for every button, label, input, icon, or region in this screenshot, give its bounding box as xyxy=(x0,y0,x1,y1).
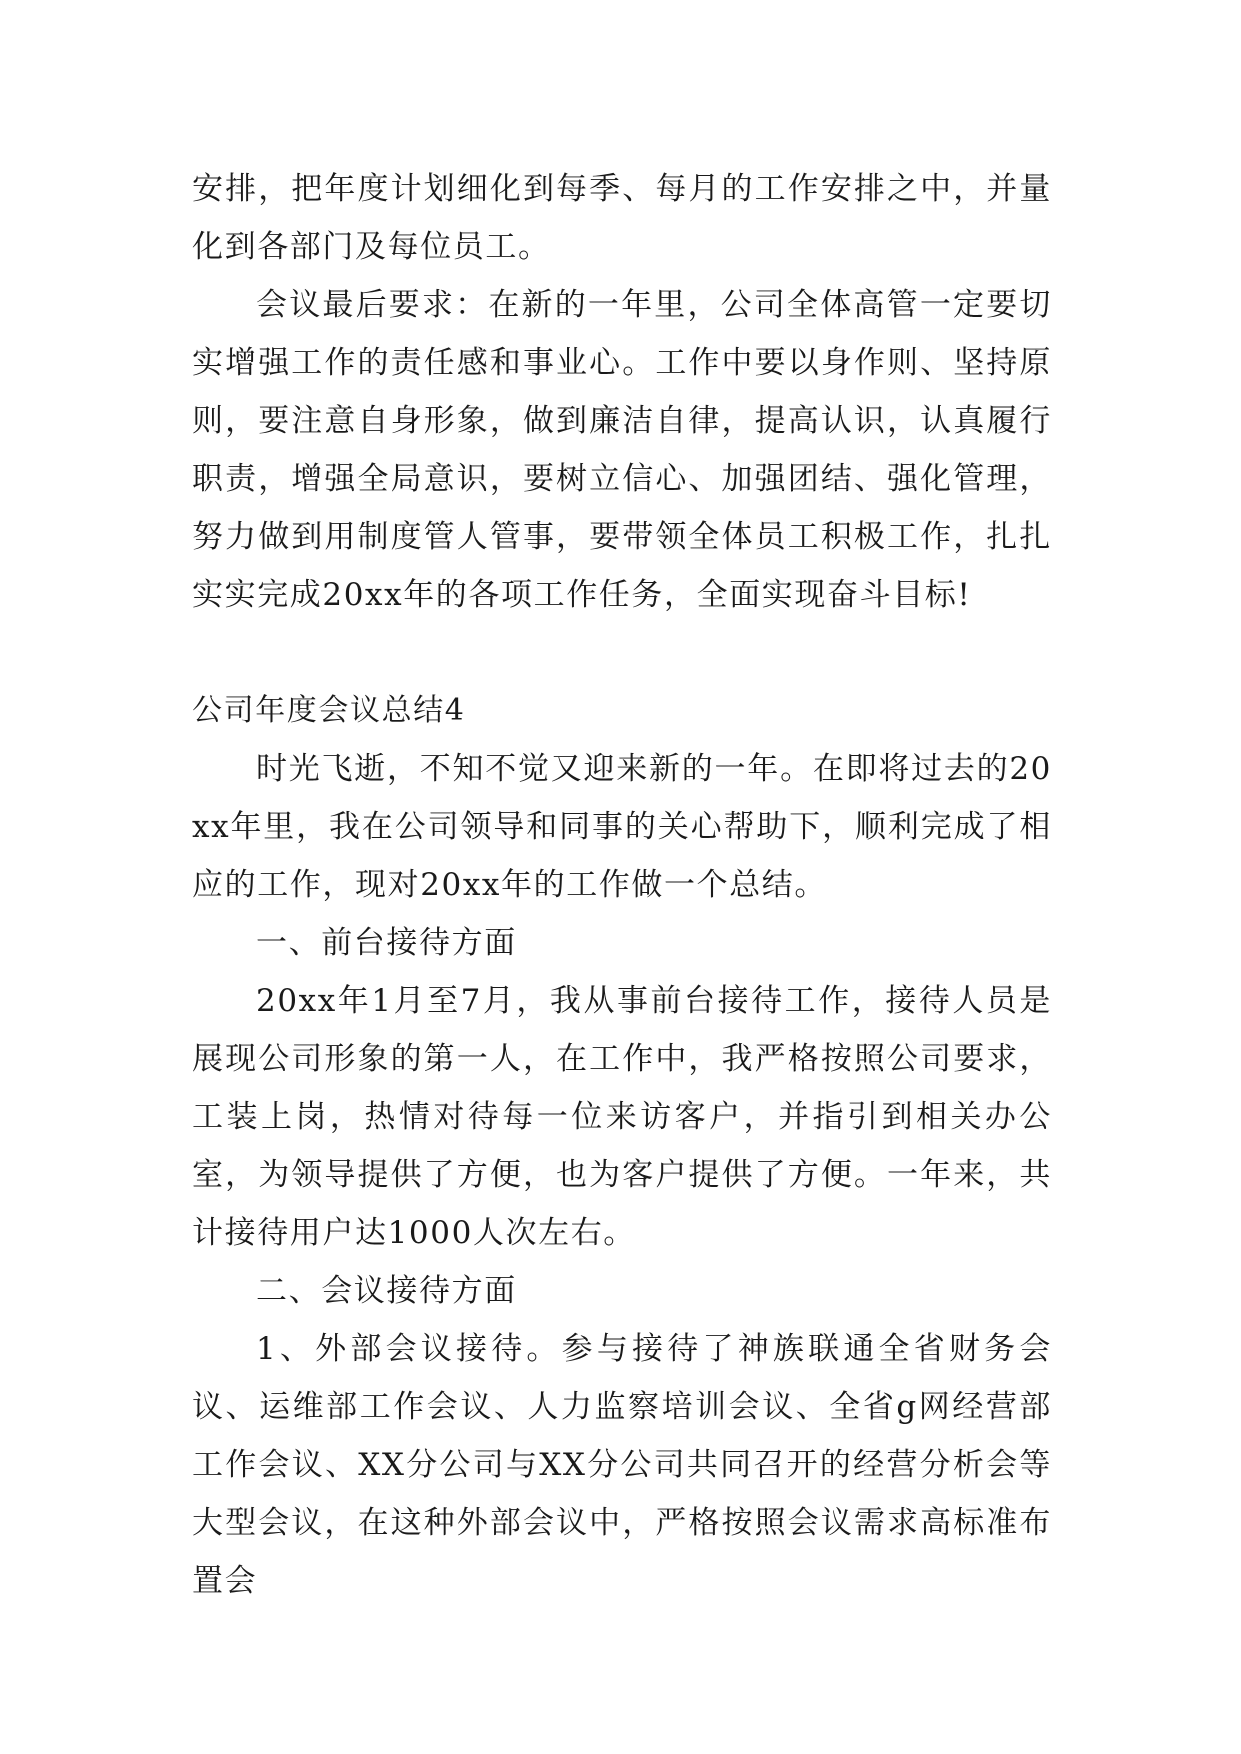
paragraph-intro: 时光飞逝，不知不觉又迎来新的一年。在即将过去的20xx年里，我在公司领导和同事的关心帮助下，顺利完成了相应的工作，现对20xx年的工作做一个总结。 xyxy=(192,751,1052,903)
document-page xyxy=(192,160,1052,1610)
section-spacer xyxy=(192,624,1052,682)
subheading-reception: 一、前台接待方面 xyxy=(256,925,517,961)
subheading-meeting-reception: 二、会议接待方面 xyxy=(256,1273,517,1309)
paragraph-meeting-requirements: 会议最后要求：在新的一年里，公司全体高管一定要切实增强工作的责任感和事业心。工作中要以身作则、坚持原则，要注意自身形象，做到廉洁自律，提高认识，认真履行职责，增强全局意识，要树立信心、加强团结、强化管理，努力做到用制度管人管事，要带领全体员工积极工作，扎扎实实完成20xx年的各项工作任务，全面实现奋斗目标! xyxy=(192,287,1052,613)
paragraph-external-meetings: 1、外部会议接待。参与接待了神族联通全省财务会议、运维部工作会议、人力监察培训会议、全省g网经营部工作会议、XX分公司与XX分公司共同召开的经营分析会等大型会议，在这种外部会议中，严格按照会议需求高标准布置会 xyxy=(192,1331,1052,1599)
paragraph-reception: 20xx年1月至7月，我从事前台接待工作，接待人员是展现公司形象的第一人，在工作中，我严格按照公司要求，工装上岗，热情对待每一位来访客户，并指引到相关办公室，为领导提供了方便，也为客户提供了方便。一年来，共计接待用户达1000人次左右。 xyxy=(192,983,1052,1251)
paragraph-continued: 安排，把年度计划细化到每季、每月的工作安排之中，并量化到各部门及每位员工。 xyxy=(192,171,1052,265)
section-title: 公司年度会议总结4 xyxy=(192,693,466,728)
